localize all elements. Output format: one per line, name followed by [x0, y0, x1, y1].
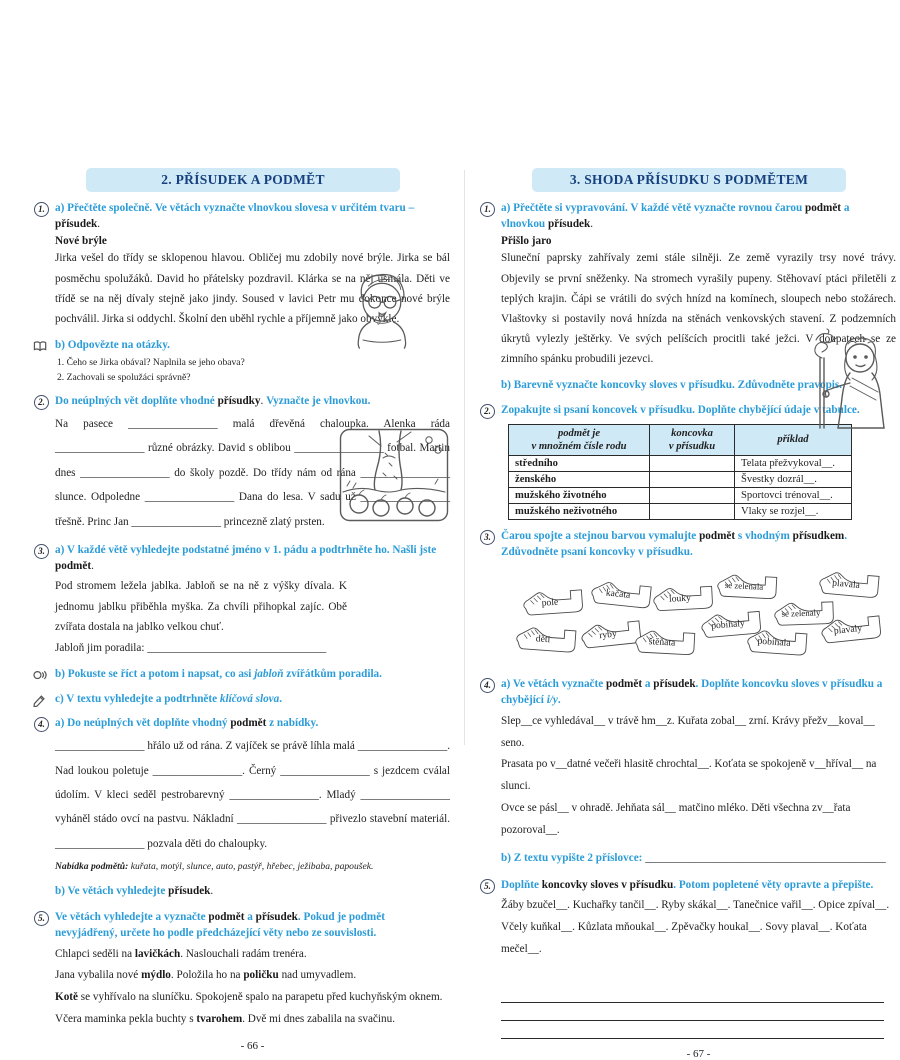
boot-label: štěňata — [648, 636, 676, 649]
task-3c-head — [55, 692, 450, 708]
text-segment: b) Z textu vypište 2 příslovce: — [501, 851, 646, 864]
boot-label: plavala — [831, 577, 861, 592]
table-row — [509, 504, 852, 520]
boot-label: pobíhaly — [710, 618, 746, 633]
endings-table — [508, 424, 852, 520]
task-number: 1. — [34, 202, 49, 217]
chapter-title-right: 3. SHODA PŘÍSUDKU S PODMĚTEM — [532, 168, 847, 192]
table-cell: ženského — [509, 472, 650, 488]
task-number: 3. — [34, 544, 49, 559]
text-segment: a) Přečtěte společně. Ve větách vyznačte vlnovkou slovesa v určitém tvaru – — [55, 202, 415, 214]
text-segment: podmět — [699, 530, 736, 543]
boot-shape-děti — [513, 619, 579, 661]
task-number: 4. — [480, 678, 495, 693]
text-segment: přísudek — [255, 911, 298, 924]
task-4b-head — [55, 884, 450, 900]
text-segment: . — [91, 559, 94, 572]
text-segment: a — [244, 911, 256, 924]
sentence-2 — [55, 965, 450, 987]
boot-shape-plavala — [815, 564, 882, 607]
text-segment: Čarou spojte a stejnou barvou vymalujte — [501, 530, 700, 543]
text-segment: . — [279, 692, 283, 705]
text-segment: . — [210, 884, 214, 897]
boot-label: pole — [541, 597, 559, 610]
task-number: 3. — [480, 530, 495, 545]
book-spine-divider — [464, 170, 465, 745]
text-segment: přísudek — [55, 217, 98, 230]
table-header: příklad — [735, 424, 852, 455]
text-segment: Žáby bzučel__. Kuchařky tančil__. Ryby skákal__. Tanečnice vařil__. Opice zpíval__. — [501, 899, 890, 912]
task-5-head-r — [484, 878, 896, 894]
task-3b-head — [55, 667, 450, 683]
task3-para — [55, 576, 347, 636]
task-1-head-r — [484, 201, 896, 232]
text-segment: . Doplňte koncovku sloves v přísudku a chybějící — [501, 678, 883, 707]
table-cell — [650, 504, 735, 520]
page-67 — [482, 168, 896, 1060]
table-cell: Švestky dozrál__. — [735, 472, 852, 488]
task-4-head-r — [484, 677, 896, 708]
text-segment: Pod stromem ležela jablka. Jabloň se na ně z výšky dívala. K jednomu jablku přiběhla myška. Za chvíli přihopkal zajíc. Obě zvířata dostala na jablko velkou chuť. — [55, 580, 347, 633]
text-segment: Slep__ce vyhledával__ v trávě hm__z. Kuřata zobal__ zrní. Krávy přežv__koval__ seno. — [501, 714, 875, 749]
text-segment: . — [97, 217, 101, 230]
table-header: podmět je v množném čísle rodu — [509, 424, 650, 455]
text-segment: ________________ hřálo už od rána. Z vajíček se právě líhla malá ________________. Nad loukou poletuje ________________. Černý ________________ s jezdcem cválal údolím. V kleci seděl pestrobarevný ________________. Mladý ________________ vyháněl stádo ovcí na pastvu. Nákladní ________________ přivezlo stavební materiál. ________________ pozvala děti do chaloupky. — [55, 740, 450, 850]
girl-with-bird-staff-illustration — [800, 328, 892, 432]
text-segment: i/y — [546, 694, 558, 707]
text-segment: přísudky — [217, 395, 261, 408]
task-3-head-r — [484, 529, 896, 560]
text-segment: . Naslouchali radám trenéra. — [180, 947, 307, 960]
text-segment: . — [260, 395, 267, 408]
text-segment: Zopakujte si psaní koncovek v přísudku. Doplňte chybějící údaje v tabulce. — [501, 403, 860, 416]
text-segment: mýdlo — [141, 969, 171, 982]
rule-3 — [501, 1021, 884, 1039]
text-segment: b) Ve větách vyhledejte — [55, 884, 169, 897]
text-segment: . Pokud je podmět nevyjádřený, určete ho podle předcházející věty nebo ze souvislosti. — [55, 911, 385, 939]
text-segment: Jabloň jim poradila: ________________________________ — [55, 641, 327, 654]
text-segment: koncovky sloves v přísudku — [541, 878, 674, 891]
text-segment: Ve větách vyhledejte a vyznačte — [55, 911, 209, 924]
text-segment: klíčová slova — [219, 692, 280, 705]
text-segment: Včera maminka pekla buchty s — [55, 1013, 197, 1026]
page-number-right — [501, 1048, 896, 1060]
boot-shape-pobíhala — [744, 622, 810, 664]
text-segment: . Položila ho na — [170, 969, 244, 982]
task-3-head — [38, 543, 450, 574]
task-number: 2. — [34, 395, 49, 410]
text-segment: jabloň — [254, 668, 284, 681]
questions-1 — [57, 356, 342, 371]
fill-line-1 — [501, 711, 896, 755]
story-title — [55, 235, 450, 247]
text-segment: Včely kuňkal__. Kůzlata mňoukal__. Zpěvačky houkal__. Sovy plaval__. Koťata mečel__. — [501, 921, 867, 955]
table-cell: Sportovci trénoval__. — [735, 488, 852, 504]
boot-label: pobíhala — [757, 636, 791, 650]
task-number: 5. — [480, 879, 495, 894]
boot-label: plavaly — [833, 623, 863, 638]
boy-with-glasses-illustration — [336, 268, 426, 346]
text-segment: podmět — [230, 717, 267, 730]
book-icon — [32, 340, 49, 353]
chapter-title-left: 2. PŘÍSUDEK A PODMĚT — [86, 168, 401, 192]
text-segment: b) Odpovězte na otázky. — [55, 338, 170, 351]
text-segment: . Potom popletené věty opravte a přepište. — [673, 878, 874, 891]
page-number-left — [55, 1040, 450, 1052]
boot-label: ryby — [598, 628, 618, 642]
text-segment: - 67 - — [686, 1047, 711, 1060]
text-segment: Ovce se pásl__ v ohradě. Jehňata sál__ matčino mléko. Děti všechna zv__řata pozoroval__. — [501, 802, 851, 836]
boot-label: se zelenaly — [781, 607, 821, 620]
text-segment: Chlapci seděli na — [55, 947, 135, 960]
table-cell: Telata přežvykoval__. — [735, 456, 852, 472]
task-number: 4. — [34, 717, 49, 732]
boot-label: kačata — [605, 587, 631, 602]
task-4b-head-r — [501, 851, 896, 867]
table-header: koncovka v přísudku — [650, 424, 735, 455]
text-segment: podmět — [55, 559, 92, 572]
questions-2 — [57, 371, 342, 386]
rule-1 — [501, 985, 884, 1003]
boot-shape-plavaly — [817, 608, 885, 652]
text-segment: c) V textu vyhledejte a podtrhněte — [55, 692, 220, 705]
text-segment: tvarohem — [196, 1013, 243, 1026]
text-segment: a) Do neúplných vět doplňte vhodný — [55, 717, 231, 730]
table-cell: středního — [509, 456, 650, 472]
text-segment: Prasata po v__datné večeři hlasitě chrochtal__. Koťata se spokojeně v__hříval__ na slunci. — [501, 758, 877, 793]
text-segment: . Dvě mi dnes zabalila na svačinu. — [242, 1013, 395, 1026]
subject-offer-note — [55, 860, 450, 874]
text-segment: z nabídky. — [266, 717, 319, 730]
text-segment: Jana vybalila nové — [55, 969, 142, 982]
table-cell: mužského neživotného — [509, 504, 650, 520]
text-segment: podmět — [804, 202, 842, 214]
text-segment: 1. Čeho se Jirka obával? Naplnila se jeho obava? — [57, 356, 245, 368]
sentence-1 — [55, 944, 450, 966]
text-segment: a — [642, 678, 654, 691]
page-66 — [36, 168, 450, 1052]
table-row — [509, 456, 852, 472]
boot-shape-pole — [520, 582, 586, 624]
text-segment: Sluneční paprsky zahřívaly zemi stále silněji. Ze země vyrazily trsy nové trávy. Objevily se první sněženky. Na stromech vyrašily pupeny. Stěhovaví ptáci přiletěli z teplých krajin. Čápi se vrátili do svých hnízd na komínech, sloupech nebo stožárech. Vlaštovky si postavily nová hnízda na stěnách venkovských stavení. Z podzemních úkrytů vylezly ještěrky. Ve svých pelíšcích procitli také ježci. V doupatech se ze zimního spánku probudili jezevci. — [501, 252, 896, 366]
text-segment: a) Ve větách vyznačte — [501, 678, 607, 691]
table-cell — [650, 456, 735, 472]
text-segment: se vyhřívalo na sluníčku. Spokojeně spalo na parapetu před kuchyňským oknem. — [78, 991, 443, 1004]
text-segment: Vyznačte je vlnovkou. — [266, 395, 371, 408]
text-segment: . — [557, 694, 561, 707]
boot-shape-kačata — [587, 573, 655, 617]
boot-label: děti — [535, 633, 551, 646]
task3-blank — [55, 638, 347, 658]
task-4-fill — [55, 734, 450, 856]
text-segment: Nové brýle — [55, 235, 107, 248]
text-segment: přísudkem — [792, 530, 845, 543]
text-segment: Doplňte — [501, 878, 542, 891]
boot-shape-štěňata — [632, 623, 698, 664]
fill-line-3 — [501, 798, 896, 842]
task-number: 1. — [480, 202, 495, 217]
fill-line-2 — [501, 754, 896, 798]
task-2-head — [38, 394, 450, 410]
text-segment: Kotě — [55, 991, 78, 1004]
text-segment: podmět — [606, 678, 643, 691]
task-4-head — [38, 716, 450, 732]
text-segment: přísudek — [653, 678, 696, 691]
text-segment: Na pasece ________________ malá dřevěná chaloupka. Alenka ráda ________________ různé obrázky. David s oblibou ________________ fotbal. Martin dnes ________________ do školy pozdě. Do třídy nám od rána ________________ slunce. Odpoledne ________________ Dana do lesa. V sadu už ________________ třešně. Princ Jan ________________ princezně zlatý prsten. — [55, 418, 450, 528]
task-5-head-l — [38, 910, 450, 941]
table-row — [509, 472, 852, 488]
text-segment: . Zdůvodněte psaní koncovky v přísudku. — [501, 530, 848, 558]
apple-tree-illustration — [339, 428, 449, 522]
text-segment: b) Pokuste se říct a potom i napsat, co asi — [55, 668, 255, 681]
table-row — [509, 488, 852, 504]
pencil-icon — [32, 694, 49, 707]
task-1-head — [38, 201, 450, 232]
mixed-line-1 — [501, 895, 896, 917]
text-segment: Do neúplných vět doplňte vhodné — [55, 395, 218, 408]
sentence-3 — [55, 987, 450, 1009]
table-cell: mužského životného — [509, 488, 650, 504]
rule-2 — [501, 1003, 884, 1021]
text-segment: a vlnovkou — [501, 202, 850, 230]
text-segment: Nabídka podmětů: — [55, 861, 131, 873]
sentence-4 — [55, 1009, 450, 1031]
speak-icon — [32, 669, 49, 682]
mixed-line-2 — [501, 917, 896, 961]
text-segment: přísudek — [168, 884, 211, 897]
text-segment: ___________________________________________ — [645, 851, 886, 864]
boots-exercise — [501, 564, 896, 668]
text-segment: Jirka vešel do třídy se sklopenou hlavou. Obličej mu zdobily nové brýle. Jirka se bál posměchu spolužáků. David ho přátelsky pozdravil. Klárka se na něj usmála. Děti ve třídě se na něj dívaly stejně jako jindy. Soused v lavici Petr mu dokonce nové brýle pochválil. Jirka si oddychl. Školní den uběhl rychle a příjemně jako obvykle. — [55, 252, 450, 325]
boot-shape-se-zelenala — [714, 567, 780, 608]
table-cell — [650, 472, 735, 488]
table-cell — [650, 488, 735, 504]
text-segment: a) Přečtěte si vypravování. V každé větě vyznačte rovnou čarou — [501, 202, 805, 214]
task-number: 5. — [34, 911, 49, 926]
text-segment: Přišlo jaro — [501, 235, 552, 248]
story-title-r — [501, 235, 896, 247]
text-segment: kuřata, motýl, slunce, auto, pastýř, hřebec, ježibaba, papoušek. — [130, 861, 374, 873]
text-segment: - 66 - — [240, 1040, 265, 1053]
table-cell: Vlaky se rozjel__. — [735, 504, 852, 520]
text-segment: . — [590, 217, 594, 230]
text-segment: přísudek — [547, 217, 591, 230]
text-segment: a) V každé větě vyhledejte podstatné jméno v 1. pádu a podtrhněte ho. Našli jste — [55, 544, 437, 557]
text-segment: zvířátkům poradila. — [283, 668, 382, 681]
text-segment: s vhodným — [735, 530, 793, 543]
text-segment: 2. Zachovali se spolužáci správně? — [57, 371, 191, 383]
boot-label: louky — [668, 593, 692, 606]
text-segment: podmět — [208, 911, 245, 924]
text-segment: poličku — [243, 969, 279, 982]
task-number: 2. — [480, 404, 495, 419]
text-segment: lavičkách — [134, 947, 181, 960]
text-segment: b) Barevně vyznačte koncovky sloves v přísudku. Zdůvodněte pravopis. — [501, 379, 843, 392]
boot-label: se zelenala — [724, 580, 764, 593]
text-segment: nad umyvadlem. — [278, 969, 357, 982]
